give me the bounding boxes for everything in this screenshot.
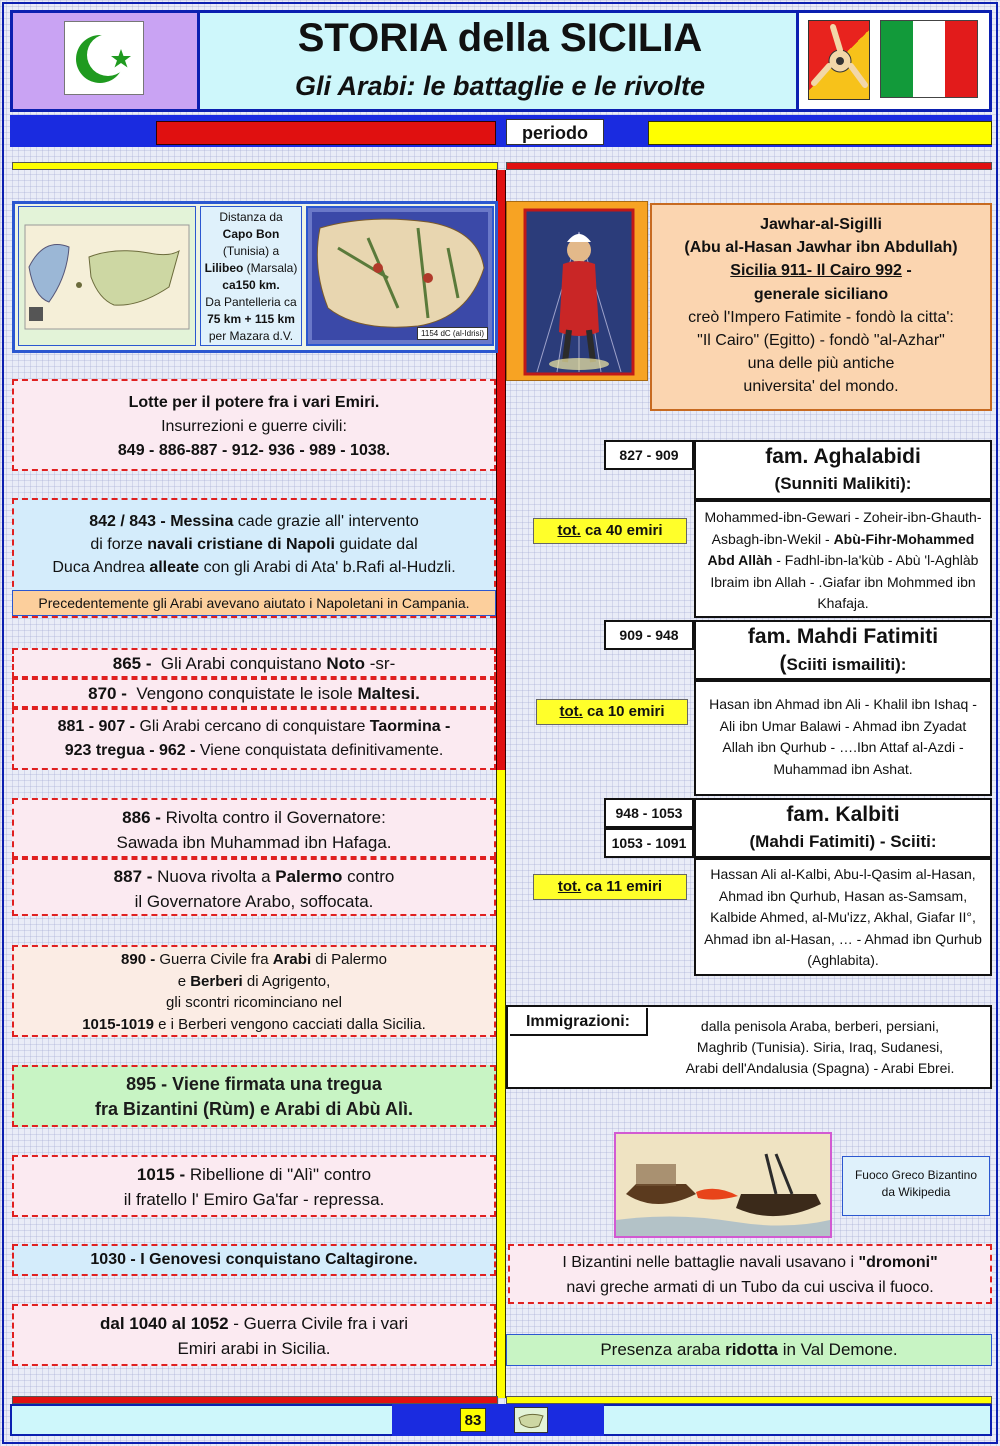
box-line: il Governatore Arabo, soffocata. <box>134 892 374 911</box>
box-line: una delle più antiche <box>747 355 895 373</box>
conquests-row-1 <box>12 648 496 678</box>
box-text: Vengono conquistate le isole <box>126 684 358 703</box>
box-line: 849 - 886-887 - 912- 936 - 989 - 1038. <box>117 442 391 459</box>
map-info-line: per Mazara d.V. <box>208 329 294 343</box>
emiri-count-tag <box>536 699 688 725</box>
immigration-text <box>650 1016 990 1084</box>
jawhar-dates: Sicilia 911- Il Cairo 992 <box>730 262 902 280</box>
map-info-line: 75 km + 115 km <box>207 312 295 326</box>
box-text: Gli Arabi conquistano <box>151 654 327 673</box>
caption-line: Fuoco Greco Bizantino <box>854 1168 978 1182</box>
family-sect: (Sunniti Malikiti): <box>774 474 912 493</box>
year-text: dal 1040 al 1052 <box>99 1314 229 1333</box>
presenza-box <box>506 1334 992 1366</box>
family-members-aghalabidi <box>694 500 992 618</box>
map-info-line: Da Pantelleria ca <box>205 295 297 309</box>
map-info-box <box>200 206 302 346</box>
footer-map-thumbnail <box>514 1407 548 1433</box>
family-header-kalbiti <box>694 798 992 858</box>
left-column-top-strip <box>12 162 498 170</box>
box-line: "Il Cairo" (Egitto) - fondò "al-Azhar" <box>697 332 945 350</box>
dromoni-box <box>508 1244 992 1304</box>
box-text: in Val Demone. <box>777 1340 898 1359</box>
family-name: fam. Kalbiti <box>786 803 900 826</box>
year-text: 870 - <box>88 684 127 703</box>
box-line: universita' del mondo. <box>743 378 899 396</box>
family-header-aghalabidi <box>694 440 992 500</box>
center-divider-yellow <box>496 770 506 1398</box>
place-text: Maltesi. <box>357 684 420 703</box>
caltagirone-box: 1030 - I Genovesi conquistano Caltagirone. <box>12 1244 496 1276</box>
family-members-kalbiti: Hassan Ali al-Kalbi, Abu-l-Qasim al-Hasan, Ahmad ibn Qurhub, Hasan as-Samsam, Kalbide Ahmed, al-Mu'izz, Akhal, Giafar II°, Ahmad ibn al-Hasan, … - Ahmad ibn Qurhub (Aghlabita). <box>694 858 992 976</box>
footer-left-strip <box>12 1396 498 1404</box>
jawhar-image <box>506 201 648 381</box>
conquests-row-3 <box>12 708 496 770</box>
bold-text: ridotta <box>725 1340 778 1359</box>
family-name: fam. Aghalabidi <box>765 445 921 468</box>
family-members-fatimiti: Hasan ibn Ahmad ibn Ali - Khalil ibn Ishaq - Ali ibn Umar Balawi - Ahmad ibn Zyadat Allah ibn Qurhub - ….Ibn Attaf al-Azdi - Muhammad ibn Ashat. <box>694 680 992 796</box>
tot-label: tot. <box>559 703 583 720</box>
box-text: e <box>177 972 191 990</box>
period-red-bar <box>156 121 496 145</box>
civil-war-box <box>12 945 496 1037</box>
family-sect: Sciiti ismailiti): <box>786 655 907 674</box>
box-text: Presenza araba <box>600 1340 726 1359</box>
family-years: 909 - 948 <box>604 620 694 650</box>
footer-right-strip <box>506 1396 992 1404</box>
year-text: 842 / 843 - <box>89 513 171 530</box>
truce-box <box>12 1065 496 1127</box>
year-text: 865 - <box>112 654 152 673</box>
box-line: Insurrezioni e guerre civili: <box>161 418 347 435</box>
tot-label: tot. <box>557 878 582 895</box>
bold-text: Arabi <box>272 951 312 968</box>
emiri-count-tag <box>533 518 687 544</box>
tot-value: ca 11 emiri <box>585 878 663 895</box>
jawhar-info-box <box>650 203 992 411</box>
idrisi-map-image <box>306 206 494 346</box>
box-text: -sr- <box>365 654 396 673</box>
box-text: con gli Arabi di Ata' b.Rafi al-Hudzli. <box>199 559 456 576</box>
box-line: il fratello l' Emiro Ga'far - repressa. <box>123 1190 385 1209</box>
year-text: 923 tregua - 962 - <box>64 742 200 759</box>
year-text: 890 - <box>121 951 156 968</box>
year-text: 881 - 907 - <box>57 718 140 735</box>
family-sect-paren: ( <box>779 652 787 675</box>
box-text: cade grazie all' intervento <box>233 513 419 530</box>
tot-value: ca 40 emiri <box>584 522 663 539</box>
box-line: navi greche armati di un Tubo da cui usciva il fuoco. <box>566 1279 934 1296</box>
family-years: 948 - 1053 <box>604 798 694 828</box>
box-line: Arabi dell'Andalusia (Spagna) - Arabi Ebrei. <box>685 1060 955 1076</box>
revolt-box-1 <box>12 798 496 858</box>
box-text: - Guerra Civile fra i vari <box>228 1314 409 1333</box>
page-subtitle: Gli Arabi: le battaglie e le rivolte <box>294 71 706 101</box>
rebellion-box <box>12 1155 496 1217</box>
map-info-line: ca150 km. <box>222 278 280 292</box>
period-label: periodo <box>506 119 604 145</box>
box-line: gli scontri ricominciano nel <box>166 994 342 1011</box>
jawhar-name: Jawhar-al-Sigilli <box>760 216 882 233</box>
map-info-bold: Lilibeo <box>204 261 244 275</box>
map-info-line: (Tunisia) a <box>222 244 280 258</box>
bold-text: "dromoni" <box>858 1254 938 1271</box>
tot-label: tot. <box>557 522 581 539</box>
box-line: Sawada ibn Muhammad ibn Hafaga. <box>116 833 392 852</box>
members-text: - Fadhl-ibn-la'kùb - Abù 'l-Aghlàb Ibraim ibn Allah - .Giafar ibn Mohmmed ibn Khafaja. <box>710 552 979 611</box>
box-text: guidate dal <box>334 536 418 553</box>
year-text: 1015-1019 <box>82 1015 154 1033</box>
place-text: Palermo <box>275 867 343 886</box>
box-text: e i Berberi vengono cacciati dalla Sicilia. <box>153 1015 426 1033</box>
sicily-map-image <box>18 206 196 346</box>
greek-fire-image <box>614 1132 832 1238</box>
box-text: I Bizantini nelle battaglie navali usavano i <box>562 1254 859 1271</box>
box-text: di Agrigento, <box>242 972 331 990</box>
footer-blue-block <box>392 1404 604 1436</box>
box-line: 895 - Viene firmata una tregua <box>126 1074 382 1094</box>
right-column-top-strip <box>506 162 992 170</box>
napoli-note: Precedentemente gli Arabi avevano aiutato i Napoletani in Campania. <box>12 590 496 616</box>
page-number: 83 <box>460 1408 486 1432</box>
place-text: Messina <box>170 513 234 530</box>
year-text: 1015 - <box>136 1165 186 1184</box>
emiri-count-tag <box>533 874 687 900</box>
box-text: Duca Andrea <box>52 559 150 576</box>
box-line: Lotte per il potere fra i vari Emiri. <box>128 394 380 411</box>
civil-war-emiri-box <box>12 1304 496 1366</box>
box-line: Emiri arabi in Sicilia. <box>177 1339 331 1358</box>
immigration-label: Immigrazioni: <box>510 1008 648 1036</box>
box-line: dalla penisola Araba, berberi, persiani, <box>700 1018 940 1034</box>
revolt-box-2 <box>12 858 496 916</box>
map-info-line: Capo Bon <box>222 227 280 241</box>
page-title: STORIA della SICILIA <box>297 16 703 60</box>
box-text: Rivolta contro il Governatore: <box>160 808 386 827</box>
box-text: Ribellione di "Alì" contro <box>185 1165 372 1184</box>
map-caption: 1154 dC (al-Idrisi) <box>417 327 488 340</box>
conquests-row-2 <box>12 678 496 708</box>
box-line: creò l'Impero Fatimite - fondò la citta': <box>688 308 954 326</box>
box-line: generale siciliano <box>753 285 889 303</box>
year-text: 887 - <box>113 867 153 886</box>
place-text: Taormina - <box>369 718 451 735</box>
year-text: 886 - <box>122 808 161 827</box>
italian-flag-icon <box>880 20 978 98</box>
map-info-line: (Marsala) <box>243 261 298 275</box>
tot-value: ca 10 emiri <box>586 703 665 720</box>
emiri-conflicts-box <box>12 379 496 471</box>
bold-text: alleate <box>149 559 200 576</box>
box-text: Gli Arabi cercano di conquistare <box>139 718 370 735</box>
members-bold: Abù-Fihr-Mohammed Abd Allàh <box>707 530 975 568</box>
jawhar-full-name: (Abu al-Hasan Jawhar ibn Abdullah) <box>684 239 958 257</box>
family-sect: (Mahdi Fatimiti) - Sciiti: <box>749 832 937 851</box>
family-years: 1053 - 1091 <box>604 828 694 858</box>
box-line: fra Bizantini (Rùm) e Arabi di Abù Alì. <box>94 1099 413 1119</box>
family-years: 827 - 909 <box>604 440 694 470</box>
crescent-star-icon <box>64 21 144 95</box>
place-text: Noto <box>326 654 366 673</box>
family-name: fam. Mahdi Fatimiti <box>747 625 939 648</box>
box-text: di forze <box>90 536 148 553</box>
members-text: Mohammed-ibn-Gewari - Zoheir-ibn-Ghauth-Asbagh-ibn-Wekil - <box>704 509 982 547</box>
box-text: Nuova rivolta a <box>152 867 276 886</box>
box-text: Viene conquistata definitivamente. <box>199 742 444 759</box>
box-text: contro <box>342 867 395 886</box>
box-text: Guerra Civile fra <box>155 951 273 968</box>
map-info-line: Distanza da <box>219 210 283 224</box>
period-yellow-bar <box>648 121 992 145</box>
box-text: di Palermo <box>311 951 387 968</box>
family-header-fatimiti <box>694 620 992 680</box>
trinacria-icon <box>808 20 870 100</box>
box-line: Maghrib (Tunisia). Siria, Iraq, Sudanesi, <box>696 1039 944 1055</box>
bold-text: Berberi <box>190 972 243 990</box>
greek-fire-caption <box>842 1156 990 1216</box>
caption-line: da Wikipedia <box>881 1185 951 1199</box>
box-text: - <box>901 262 912 280</box>
bold-text: navali cristiane di Napoli <box>147 536 335 553</box>
